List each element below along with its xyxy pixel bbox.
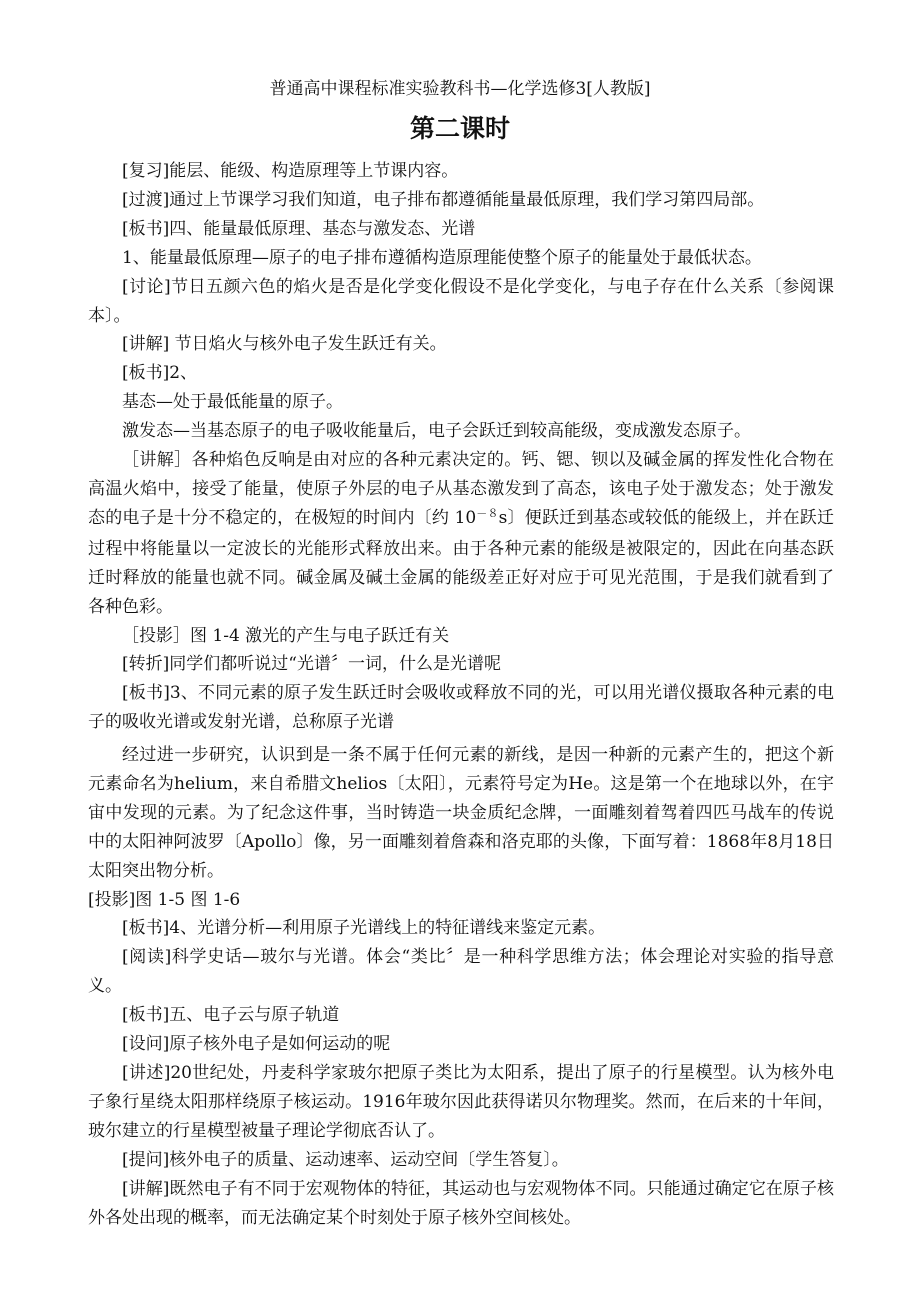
- lesson-body-part2: [88, 741, 834, 1232]
- textbook-subtitle: 普通高中课程标准实验教科书—化学选修3[人教版]: [269, 79, 651, 99]
- paragraph-explain-fireworks: [讲解] 节日焰火与核外电子发生跃迁有关。: [122, 334, 447, 355]
- paragraph-board-2: [板书]2、: [122, 363, 198, 384]
- paragraph-ground-state: 基态—处于最低能量的原子。: [122, 392, 343, 413]
- explain-text-before: ［讲解］各种焰色反响是由对应的各种元素决定的。钙、锶、钡以及碱金属的挥发性化合物在高温火焰中，接受了能量，使原子外层的电子从基态激发到了高态，该电子处于激发态；处于激发态的电子是十分不稳定的，在极短的时间内〔约 10: [88, 450, 834, 528]
- page-title: 第二课时: [409, 114, 510, 143]
- paragraph-projection-fig-1-5-1-6: [投影]图 1-5 图 1-6: [88, 889, 241, 910]
- paragraph-turn-spectrum: [转折]同学们都听说过“光谱〞一词，什么是光谱呢: [122, 654, 501, 675]
- paragraph-lowest-energy-principle: 1、能量最低原理—原子的电子排布遵循构造原理能使整个原子的能量处于最低状态。: [122, 247, 762, 268]
- lesson-body-part1: [88, 157, 834, 737]
- paragraph-board-atomic-spectrum: [板书]3、不同元素的原子发生跃迁时会吸收或释放不同的光，可以用光谱仪摄取各种元素的电子的吸收光谱或发射光谱，总称原子光谱: [88, 683, 834, 733]
- paragraph-question-electron-properties: [提问]核外电子的质量、运动速率、运动空间〔学生答复〕。: [122, 1149, 569, 1170]
- paragraph-board-electron-cloud: [板书]五、电子云与原子轨道: [122, 1005, 340, 1026]
- paragraph-helium-history: 经过进一步研究，认识到是一条不属于任何元素的新线，是因一种新的元素产生的，把这个新元素命名为helium，来自希腊文helios〔太阳〕，元素符号定为He。这是第一个在地球以外，在宇宙中发现的元素。为了纪念这件事，当时铸造一块金质纪念牌，一面雕刻着驾着四匹马战车的传说中的太阳神阿波罗〔Apollo〕像，另一面雕刻着詹森和洛克耶的头像，下面写着：1868年8月18日太阳突出物分析。: [88, 745, 834, 881]
- paragraph-transition: [过渡]通过上节课学习我们知道，电子排布都遵循能量最低原理，我们学习第四局部。: [122, 189, 765, 210]
- paragraph-flame-color-explanation: [88, 446, 834, 621]
- exponent-superscript: －８: [476, 506, 499, 520]
- paragraph-bohr-planetary-model: [讲述]20世纪处，丹麦科学家玻尔把原子类比为太阳系，提出了原子的行星模型。认为核外电子象行星绕太阳那样绕原子核运动。1916年玻尔因此获得诺贝尔物理奖。然而，在后来的十年间，玻尔建立的行星模型被量子理论学彻底否认了。: [88, 1062, 834, 1141]
- explain-text-after: s〕便跃迁到基态或较低的能级上，并在跃迁过程中将能量以一定波长的光能形式释放出来。由于各种元素的能级是被限定的，因此在向基态跃迁时释放的能量也就不同。碱金属及碱土金属的能级差正好对应于可见光范围，于是我们就看到了各种色彩。: [88, 507, 834, 617]
- paragraph-excited-state: 激发态—当基态原子的电子吸收能量后，电子会跃迁到较高能级，变成激发态原子。: [122, 421, 751, 442]
- paragraph-projection-fig-1-4: ［投影］图 1-4 激光的产生与电子跃迁有关: [122, 625, 450, 646]
- paragraph-discussion: [讨论]节日五颜六色的焰火是否是化学变化假设不是化学变化，与电子存在什么关系〔参阅课本〕。: [88, 276, 834, 326]
- paragraph-question-electron-motion: [设问]原子核外电子是如何运动的呢: [122, 1034, 391, 1055]
- paragraph-explain-probability: [讲解]既然电子有不同于宏观物体的特征，其运动也与宏观物体不同。只能通过确定它在原子核外各处出现的概率，而无法确定某个时刻处于原子核外空间核处。: [88, 1178, 834, 1228]
- paragraph-review: [复习]能层、能级、构造原理等上节课内容。: [122, 161, 459, 181]
- paragraph-reading-bohr: [阅读]科学史话—玻尔与光谱。体会“类比〞是一种科学思维方法；体会理论对实验的指导意义。: [88, 947, 834, 997]
- paragraph-board-section-4: [板书]四、能量最低原理、基态与激发态、光谱: [122, 218, 476, 239]
- paragraph-spectral-analysis: [板书]4、光谱分析—利用原子光谱线上的特征谱线来鉴定元素。: [122, 918, 606, 939]
